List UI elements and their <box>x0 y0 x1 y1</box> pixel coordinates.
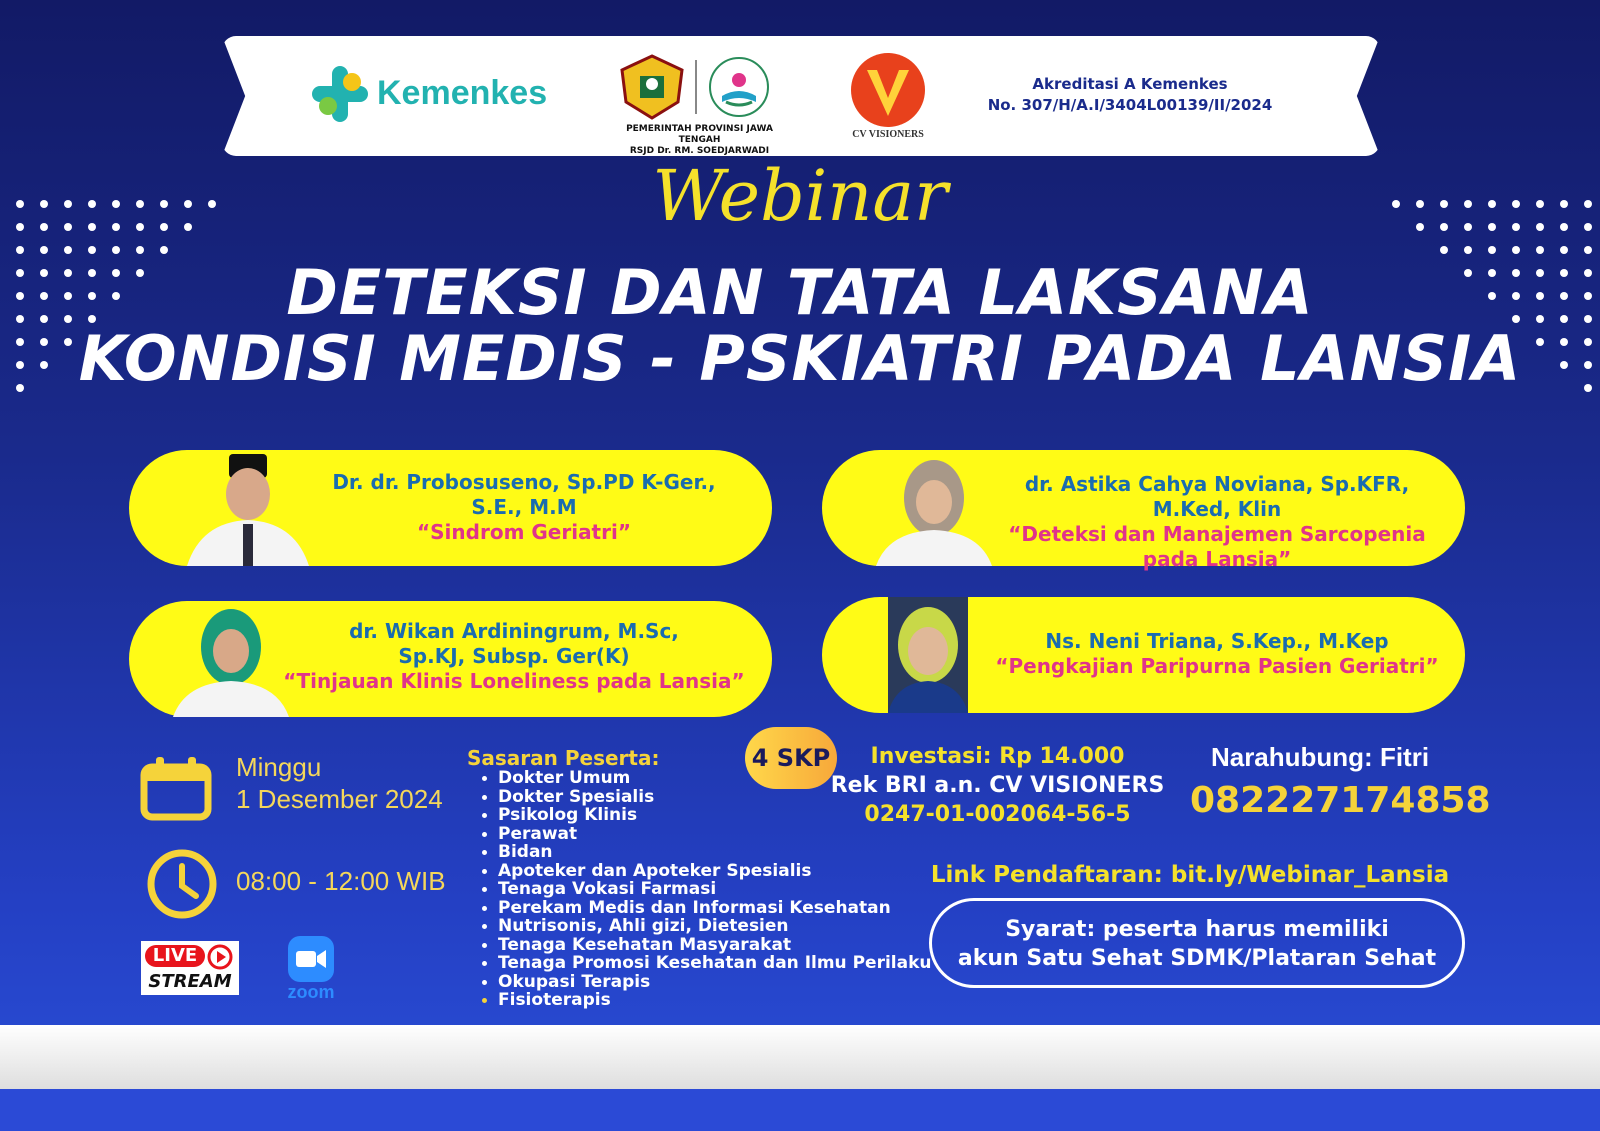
decor-dot <box>1536 200 1544 208</box>
speaker-name: Dr. dr. Probosuseno, Sp.PD K-Ger., <box>332 470 716 494</box>
decor-dot <box>136 200 144 208</box>
decor-dot <box>1560 223 1568 231</box>
decor-dot <box>1536 246 1544 254</box>
decor-dot <box>1464 200 1472 208</box>
decor-dot <box>184 200 192 208</box>
rsjd-caption <box>612 124 787 157</box>
decor-dot <box>1584 223 1592 231</box>
decor-dot <box>16 223 24 231</box>
decor-dot <box>64 246 72 254</box>
speaker-topic: “Deteksi dan Manajemen Sarcopenia <box>1008 522 1426 546</box>
live-label: LIVE <box>145 945 205 967</box>
rsjd-logo-icon <box>708 56 770 118</box>
decor-dot <box>1536 223 1544 231</box>
speaker-name: dr. Astika Cahya Noviana, Sp.KFR, M.Ked, Klin <box>1024 472 1410 521</box>
skp-badge: 4 SKP <box>745 727 837 789</box>
speaker-card <box>129 601 772 717</box>
decor-dot <box>1440 246 1448 254</box>
decor-dot <box>160 200 168 208</box>
decor-dot <box>40 200 48 208</box>
decor-dot <box>1464 246 1472 254</box>
bank-account-name: Rek BRI a.n. CV VISIONERS <box>830 773 1165 798</box>
title-line-1: DETEKSI DAN TATA LAKSANA <box>286 256 1314 329</box>
speaker-photo <box>888 597 968 713</box>
akreditasi-text <box>970 74 1290 116</box>
speaker-name: dr. Wikan Ardiningrum, M.Sc, <box>349 619 679 643</box>
decor-dot <box>16 246 24 254</box>
decor-dot <box>1488 200 1496 208</box>
rsjd-caption-line2: RSJD Dr. RM. SOEDJARWADI <box>629 146 770 156</box>
decor-dot <box>184 223 192 231</box>
decor-dot <box>1440 200 1448 208</box>
decor-dot <box>160 246 168 254</box>
decor-dot <box>1416 223 1424 231</box>
kemenkes-logo-icon <box>312 66 368 122</box>
zoom-label: zoom <box>287 982 335 1002</box>
decor-dot <box>1584 246 1592 254</box>
decor-dot <box>208 200 216 208</box>
contact-phone[interactable]: 082227174858 <box>1190 780 1491 821</box>
speaker-photo <box>872 450 996 566</box>
decor-dot <box>40 246 48 254</box>
speaker-credentials: Sp.KJ, Subsp. Ger(K) <box>398 644 630 668</box>
decor-dot <box>16 200 24 208</box>
speaker-photo <box>169 601 293 717</box>
requirement-line2: akun Satu Sehat SDMK/Plataran Sehat <box>957 946 1437 971</box>
decor-dot <box>1584 200 1592 208</box>
speaker-card <box>822 597 1465 713</box>
akreditasi-line1: Akreditasi A Kemenkes <box>1032 75 1228 93</box>
decor-dot <box>160 223 168 231</box>
calendar-icon <box>140 757 212 821</box>
sasaran-item: Tenaga Kesehatan Masyarakat <box>480 936 931 955</box>
speaker-card <box>822 450 1465 571</box>
play-icon <box>207 944 233 970</box>
live-stream-badge <box>141 941 239 995</box>
sasaran-item: Dokter Umum <box>480 769 931 788</box>
event-day: Minggu <box>236 752 322 782</box>
zoom-icon <box>288 936 334 982</box>
speaker-topic: “Pengkajian Paripurna Pasien Geriatri” <box>995 654 1439 678</box>
decor-dot <box>1488 223 1496 231</box>
decor-dot <box>136 246 144 254</box>
bank-account-number: 0247-01-002064-56-5 <box>864 802 1131 827</box>
decor-dot <box>112 200 120 208</box>
event-time: 08:00 - 12:00 WIB <box>236 866 446 896</box>
decor-dot <box>112 246 120 254</box>
speaker-photo <box>181 450 315 566</box>
kemenkes-wordmark: Kemenkes <box>377 74 548 112</box>
decor-dot <box>88 223 96 231</box>
sasaran-item: Okupasi Terapis <box>480 973 931 992</box>
clock-icon <box>146 848 218 920</box>
webinar-script-title: Webinar <box>652 155 948 237</box>
sasaran-heading: Sasaran Peserta: <box>467 746 660 770</box>
decor-dot <box>1416 200 1424 208</box>
sasaran-item: Nutrisonis, Ahli gizi, Dietesien <box>480 917 931 936</box>
investasi-block <box>820 742 1175 829</box>
footer-strip <box>0 1025 1600 1089</box>
logo-divider <box>695 60 697 114</box>
title-line-2: KONDISI MEDIS - PSKIATRI PADA LANSIA <box>78 322 1522 395</box>
sasaran-item: Fisioterapis <box>480 991 931 1010</box>
speaker-credentials: S.E., M.M <box>471 495 577 519</box>
decor-dot <box>1488 246 1496 254</box>
speaker-topic: “Tinjauan Klinis Loneliness pada Lansia” <box>283 669 745 693</box>
decor-dot <box>1512 223 1520 231</box>
decor-dot <box>1392 200 1400 208</box>
decor-dot <box>88 246 96 254</box>
decor-dot <box>64 223 72 231</box>
jateng-crest-icon <box>620 54 684 120</box>
investasi-price: Investasi: Rp 14.000 <box>870 744 1125 769</box>
requirement-line1: Syarat: peserta harus memiliki <box>1005 917 1389 942</box>
decor-dot <box>1560 246 1568 254</box>
sasaran-item: Perawat <box>480 825 931 844</box>
rsjd-caption-line1: PEMERINTAH PROVINSI JAWA TENGAH <box>626 124 773 145</box>
decor-dot <box>1560 200 1568 208</box>
cv-visioners-logo-icon <box>849 52 927 128</box>
sasaran-item: Perekam Medis dan Informasi Kesehatan <box>480 899 931 918</box>
event-date: 1 Desember 2024 <box>236 784 443 814</box>
footer-bar <box>0 1089 1600 1131</box>
decor-dot <box>1512 246 1520 254</box>
speaker-card <box>129 450 772 566</box>
sasaran-item: Dokter Spesialis <box>480 788 931 807</box>
decor-dot <box>1512 200 1520 208</box>
speaker-topic-line2: pada Lansia” <box>1142 547 1292 571</box>
decor-dot <box>88 200 96 208</box>
decor-dot <box>64 200 72 208</box>
speaker-topic: “Sindrom Geriatri” <box>417 520 631 544</box>
contact-label: Narahubung: Fitri <box>1210 742 1430 772</box>
decor-dot <box>40 223 48 231</box>
decor-dot <box>1464 223 1472 231</box>
stream-label: STREAM <box>148 971 232 992</box>
registration-link[interactable]: Link Pendaftaran: bit.ly/Webinar_Lansia <box>930 862 1450 888</box>
cv-visioners-caption: CV VISIONERS <box>852 129 924 140</box>
sasaran-item: Psikolog Klinis <box>480 806 931 825</box>
sasaran-item: Apoteker dan Apoteker Spesialis <box>480 862 931 881</box>
sasaran-item: Tenaga Promosi Kesehatan dan Ilmu Perilaku <box>480 954 931 973</box>
requirement-box <box>929 898 1465 988</box>
speaker-name: Ns. Neni Triana, S.Kep., M.Kep <box>1045 629 1389 653</box>
sasaran-item: Tenaga Vokasi Farmasi <box>480 880 931 899</box>
decor-dot <box>136 223 144 231</box>
decor-dot <box>1440 223 1448 231</box>
akreditasi-number: No. 307/H/A.I/3404L00139/II/2024 <box>987 96 1273 114</box>
decor-dot <box>112 223 120 231</box>
sasaran-item: Bidan <box>480 843 931 862</box>
